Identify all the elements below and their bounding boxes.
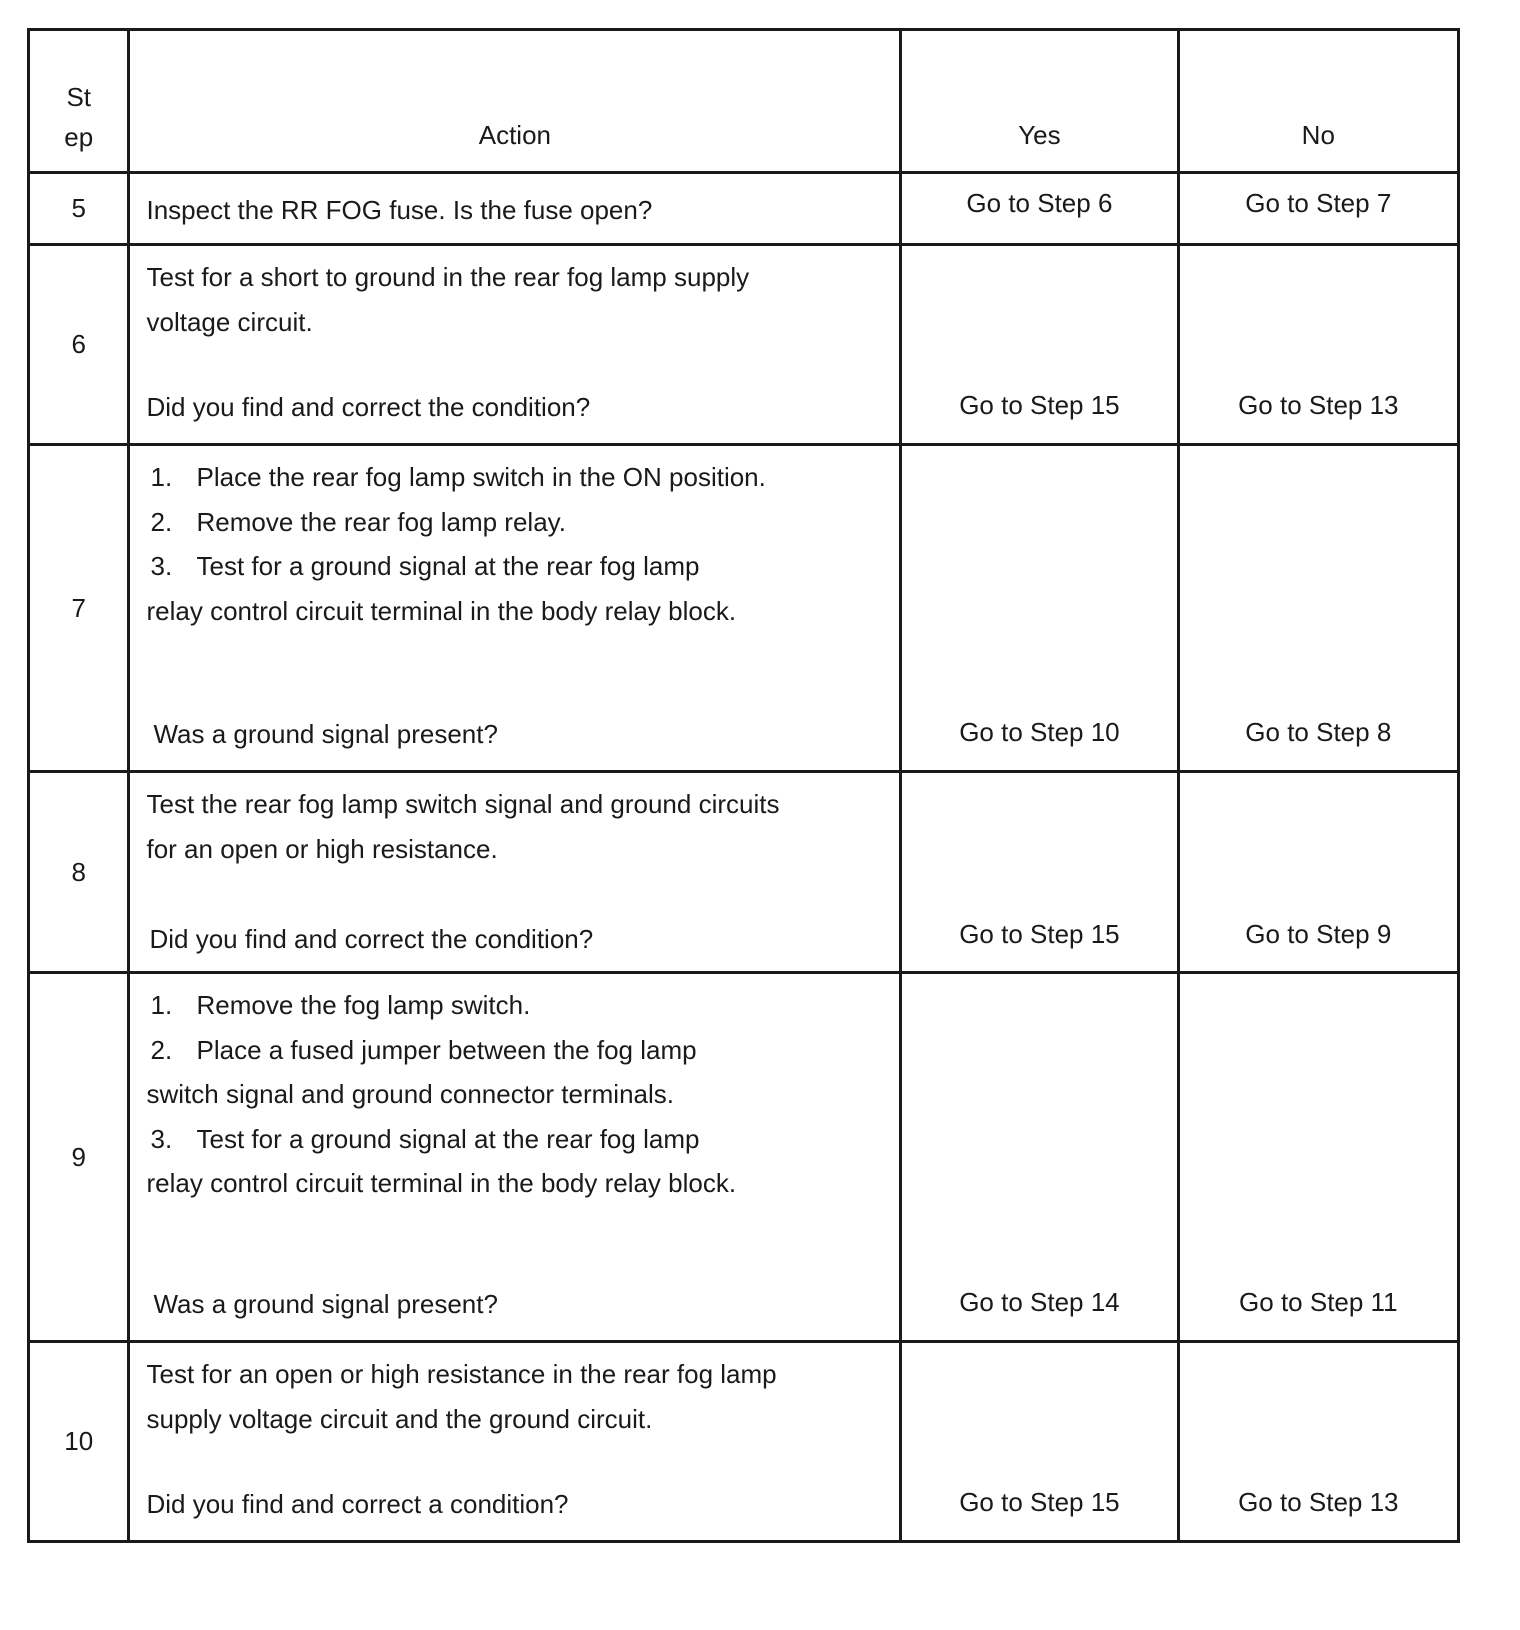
step-number: 7 [29,445,129,772]
list-text: Remove the fog lamp switch. [196,990,531,1020]
no-goto: Go to Step 8 [1245,717,1392,747]
list-number: 1. [150,462,173,492]
list-text: Remove the rear fog lamp relay. [196,506,566,537]
yes-cell [901,445,1178,772]
list-item [146,983,883,1028]
table-row-step-7 [29,445,1459,772]
no-cell [1178,173,1458,245]
table-row-step-6 [29,245,1459,445]
list-text: Place a fused jumper between the fog lamp [196,1034,697,1065]
header-row [29,30,1459,173]
action-cell [129,772,901,973]
list-item [146,544,883,589]
no-goto: Go to Step 7 [1245,188,1392,218]
header-no-label: No [1301,120,1335,150]
table-row-step-5 [29,173,1459,245]
action-cell [129,173,901,245]
list-item [146,1161,883,1206]
action-question: Did you find and correct the condition? [149,924,594,954]
no-goto: Go to Step 9 [1245,919,1392,949]
no-cell [1178,772,1458,973]
action-cell [129,973,901,1342]
step-number: 9 [29,973,129,1342]
yes-goto: Go to Step 14 [959,1287,1120,1317]
table-row-step-9 [29,973,1459,1342]
yes-goto: Go to Step 15 [959,919,1120,949]
yes-cell [901,1342,1178,1542]
header-yes [901,30,1178,173]
action-question: Did you find and correct a condition? [146,1489,569,1519]
no-goto: Go to Step 11 [1239,1287,1398,1317]
list-item [146,455,883,500]
yes-cell [901,973,1178,1342]
header-no [1178,30,1458,173]
list-text: switch signal and ground connector terminals. [146,1079,674,1109]
table-row-step-8 [29,772,1459,973]
action-steps-list [130,446,899,633]
action-cell [129,445,901,772]
action-text: Test for a short to ground in the rear fog lamp supply voltage circuit. [146,262,750,337]
yes-cell [901,173,1178,245]
action-text: Test for an open or high resistance in the rear fog lamp supply voltage circuit and the ground circuit. [146,1359,777,1434]
step-number: 6 [29,245,129,445]
list-text: Place the rear fog lamp switch in the ON position. [196,462,766,492]
list-number: 3. [150,1123,173,1154]
action-question: Was a ground signal present? [153,1289,498,1319]
header-yes-label: Yes [1018,120,1061,150]
action-question: Did you find and correct the condition? [146,392,591,422]
list-text: Test for a ground signal at the rear fog lamp [196,551,700,581]
list-number: 2. [150,506,173,537]
list-number: 1. [150,990,173,1020]
action-cell [129,1342,901,1542]
list-number: 3. [150,551,173,581]
list-text: Test for a ground signal at the rear fog lamp [196,1123,700,1154]
no-cell [1178,445,1458,772]
no-cell [1178,973,1458,1342]
no-goto: Go to Step 13 [1238,390,1399,420]
list-item [146,500,883,545]
action-cell [129,245,901,445]
action-steps-list [130,974,899,1206]
yes-cell [901,772,1178,973]
step-number: 8 [29,772,129,973]
yes-goto: Go to Step 6 [966,188,1113,218]
list-item [146,1028,883,1073]
yes-goto: Go to Step 10 [959,717,1120,747]
action-text: Test the rear fog lamp switch signal and ground circuits for an open or high resistance. [146,789,780,864]
action-text: Inspect the RR FOG fuse. Is the fuse open? [146,195,653,225]
header-action [129,30,901,173]
action-question: Was a ground signal present? [153,719,498,749]
yes-cell [901,245,1178,445]
yes-goto: Go to Step 15 [959,1487,1120,1517]
header-step-label: St ep [64,82,94,152]
no-goto: Go to Step 13 [1238,1487,1399,1517]
yes-goto: Go to Step 15 [959,390,1120,420]
list-number: 2. [150,1034,173,1065]
no-cell [1178,1342,1458,1542]
list-text: relay control circuit terminal in the body relay block. [146,1168,737,1198]
table-row-step-10 [29,1342,1459,1542]
step-number: 10 [29,1342,129,1542]
list-text: relay control circuit terminal in the body relay block. [146,595,737,626]
header-step [29,30,129,173]
diagnostic-table [27,28,1460,1543]
no-cell [1178,245,1458,445]
list-item [146,1117,883,1162]
list-item [146,1072,883,1117]
step-number: 5 [29,173,129,245]
list-item [146,589,883,634]
header-action-label: Action [478,120,551,150]
